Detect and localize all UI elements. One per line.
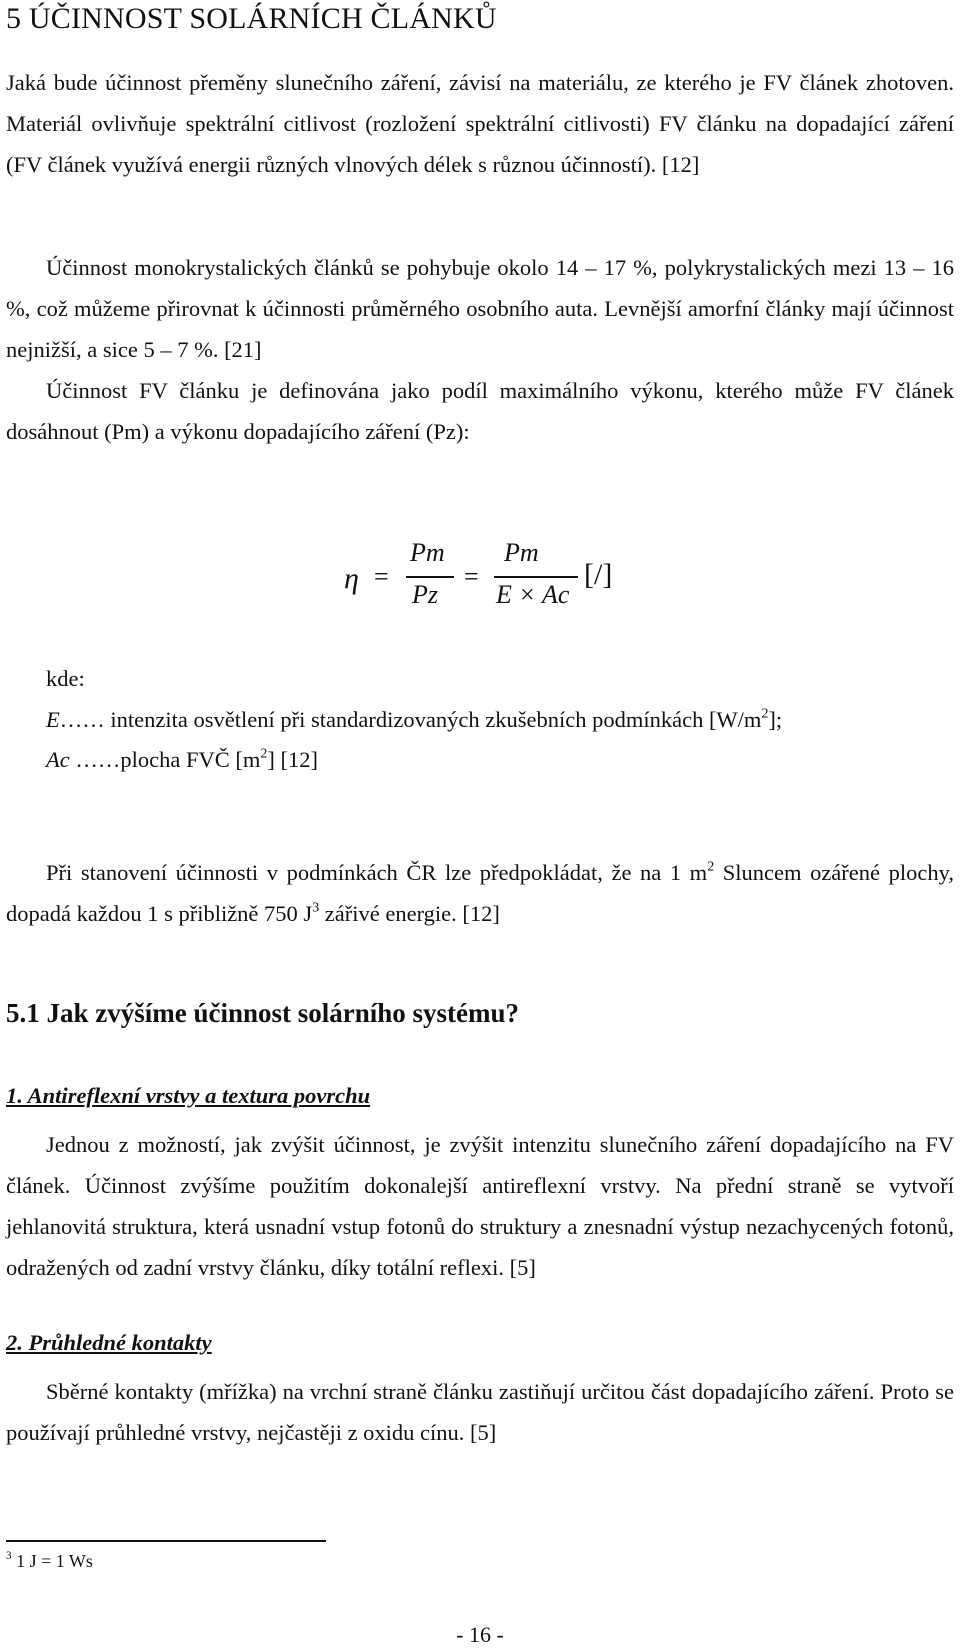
symbol-ac: Ac [46,747,70,772]
formula-equals-2: = [464,562,479,591]
efficiency-formula [344,538,644,628]
symbol-e: E [46,707,60,732]
definition-e: E…… intenzita osvětlení při standardizovaných zkušebních podmínkách $[W/m^2]$; [46,706,783,732]
paragraph-efficiency-values: Účinnost monokrystalických článků se pohybuje okolo 14 – 17 %, polykrystalických mezi 13 – 16 %, což můžeme přirovnat k účinnosti průměrného osobního auta. Levnější amorfní články mají účinnost nejnižší, a sice 5 – 7 %. [21] [6,255,954,362]
formula-eta: η [344,562,359,595]
paragraph-definition: Účinnost FV článku je definována jako podíl maximálního výkonu, kterého může FV článek dosáhnout (Pm) a výkonu dopadajícího záření (Pz): [6,378,954,444]
fraction-bar-2 [494,576,578,578]
formula-equals-1: = [374,562,389,591]
subheading-contacts: 2. Průhledné kontakty [6,1330,212,1355]
where-label: kde: [46,666,85,691]
formula-numerator-1: Pm [410,538,445,567]
page-number: - 16 - [456,1622,504,1647]
subheading-antireflex: 1. Antireflexní vrstvy a textura povrchu [6,1083,371,1108]
footnote-rule [6,1540,326,1542]
formula-denominator-2: E × Ac [496,580,570,609]
paragraph-cr-conditions: Při stanovení účinnosti v podmínkách ČR lze předpokládat, že na 1 $m^2$ Sluncem ozářené plochy, dopadá každou 1 s přibližně 750 $J^3$ zářivé energie. [12] [6,859,954,926]
formula-denominator-1: Pz [412,580,438,609]
formula-unit: [/] [584,558,613,591]
paragraph-antireflex: Jednou z možností, jak zvýšit účinnost, je zvýšit intenzitu slunečního záření dopadajícího na FV článek. Účinnost zvýšíme použitím dokonalejší antireflexní vrstvy. Na přední straně se vytvoří jehlanovitá struktura, která usnadní vstup fotonů do struktury a znesnadní výstup nezachycených fotonů, odražených od zadní vrstvy článku, díky totální reflexi. [5] [6,1132,954,1280]
formula-numerator-2: Pm [504,538,539,567]
footnote: $^3$ 1 J = 1 Ws [6,1550,93,1571]
paragraph-material: Jaká bude účinnost přeměny slunečního záření, závisí na materiálu, ze kterého je FV článek zhotoven. Materiál ovlivňuje spektrální citlivost (rozložení spektrální citlivosti) FV článku na dopadající záření (FV článek využívá energii různých vlnových délek s různou účinností). [12] [6,70,954,177]
definition-ac: Ac ……plocha FVČ $[m^2]$ [12] [46,746,318,772]
chapter-heading: 5 ÚČINNOST SOLÁRNÍCH ČLÁNKŮ [6,2,497,35]
section-heading: 5.1 Jak zvýšíme účinnost solárního systému? [6,998,520,1028]
paragraph-contacts: Sběrné kontakty (mřížka) na vrchní straně článku zastiňují určitou část dopadajícího záření. Proto se používají průhledné vrstvy, nejčastěji z oxidu cínu. [5] [6,1379,954,1445]
fraction-bar-1 [406,576,454,578]
